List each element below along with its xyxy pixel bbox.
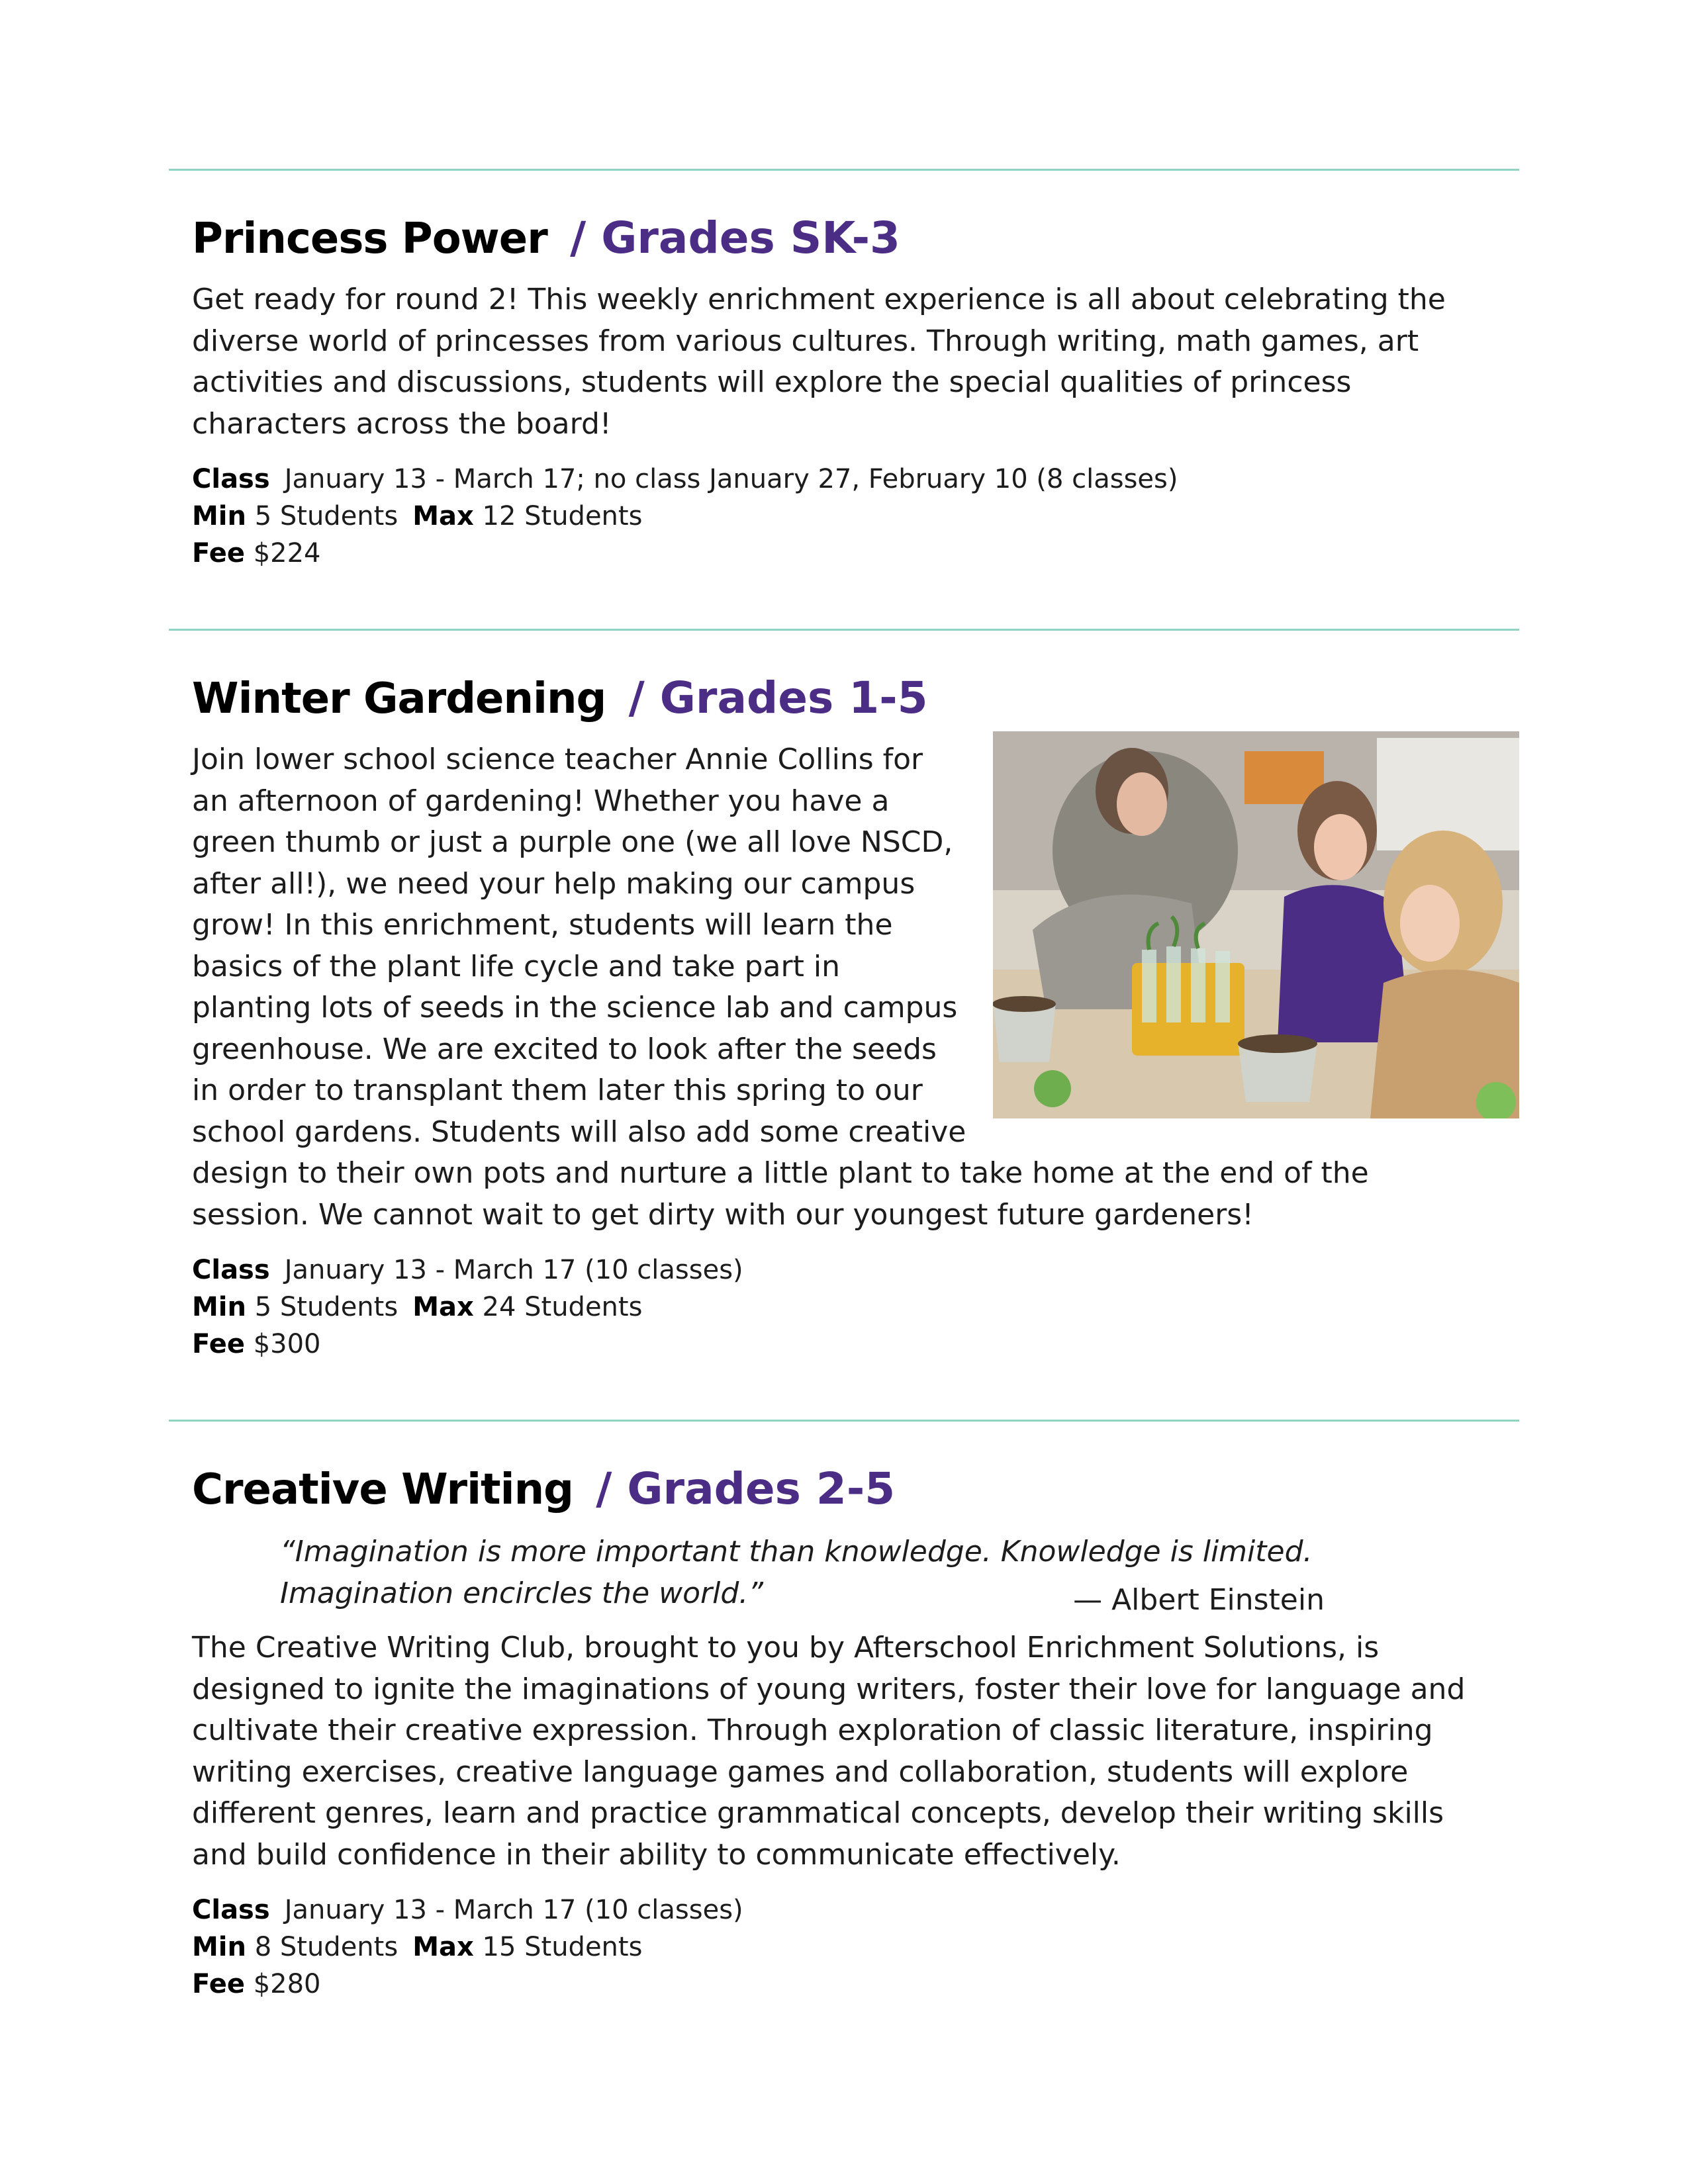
quote-author: — Albert Einstein <box>1073 1583 1325 1617</box>
course-grades: / Grades 1-5 <box>628 672 928 723</box>
einstein-quote <box>280 1531 1405 1617</box>
min-value: 8 Students <box>254 1932 399 1962</box>
class-dates: January 13 - March 17 (10 classes) <box>284 1255 743 1285</box>
course-heading <box>192 665 1483 731</box>
enrollment-row <box>192 498 1483 535</box>
course-heading <box>192 1456 1483 1522</box>
course-details <box>192 461 1483 572</box>
fee-label: Fee <box>192 1969 245 1999</box>
fee-row <box>192 1326 1483 1363</box>
section-divider <box>169 629 1519 631</box>
course-creative-writing <box>192 1456 1483 2003</box>
class-label: Class <box>192 1895 270 1925</box>
fee-value: $280 <box>253 1969 321 1999</box>
fee-label: Fee <box>192 538 245 569</box>
course-description: Get ready for round 2! This weekly enrichment experience is all about celebrating the diverse world of princesses from various cultures. Through writing, math games, art activities and discussions, students will explore the special qualities of princess characters across the board! <box>192 283 1446 441</box>
fee-value: $300 <box>253 1329 321 1359</box>
course-details <box>192 1891 1483 2003</box>
course-title: Princess Power <box>192 214 547 263</box>
section-divider <box>169 169 1519 171</box>
course-heading <box>192 205 1483 271</box>
max-label: Max <box>412 1292 474 1322</box>
fee-value: $224 <box>253 538 321 569</box>
class-dates: January 13 - March 17 (10 classes) <box>284 1895 743 1925</box>
min-value: 5 Students <box>254 1292 399 1322</box>
class-dates-row <box>192 1251 1483 1289</box>
quote-line-2: Imagination encircles the world.” <box>280 1576 764 1610</box>
min-label: Min <box>192 1932 246 1962</box>
class-label: Class <box>192 1255 270 1285</box>
course-title: Winter Gardening <box>192 674 606 723</box>
fee-row <box>192 1966 1483 2003</box>
min-label: Min <box>192 501 246 531</box>
gardening-photo <box>993 731 1519 1118</box>
section-divider <box>169 1420 1519 1422</box>
fee-label: Fee <box>192 1329 245 1359</box>
fee-row <box>192 535 1483 572</box>
max-value: 12 Students <box>482 501 643 531</box>
class-dates-row <box>192 461 1483 498</box>
quote-line-1: “Imagination is more important than knowledge. Knowledge is limited. <box>280 1535 1313 1569</box>
max-value: 15 Students <box>482 1932 643 1962</box>
course-description: Join lower school science teacher Annie Collins for an afternoon of gardening! Whether you have a green thumb or just a purple one (we all love NSCD, after all!), we need your help making our campus grow! In this enrichment, students will learn the basics of the plant life cycle and take part in planting lots of seeds in the science lab and campus greenhouse. We are excited to look after the seeds in order to transplant them later this spring to our school gardens. Students will also add some creative design to their own pots and nurture a little plant to take home at the end of the session. We cannot wait to get dirty with our youngest future gardeners! <box>192 743 1369 1232</box>
course-princess-power <box>192 205 1483 572</box>
course-title: Creative Writing <box>192 1465 573 1514</box>
class-dates: January 13 - March 17; no class January 27, February 10 (8 classes) <box>284 464 1178 494</box>
max-value: 24 Students <box>482 1292 643 1322</box>
class-dates-row <box>192 1891 1483 1929</box>
course-description: The Creative Writing Club, brought to you by Afterschool Enrichment Solutions, is designed to ignite the imaginations of young writers, foster their love for language and cultivate their creative expression. Through exploration of classic literature, inspiring writing exercises, creative language games and collaboration, students will explore different genres, learn and practice grammatical concepts, develop their writing skills and build confidence in their ability to communicate effectively. <box>192 1631 1466 1872</box>
course-details <box>192 1251 1483 1363</box>
course-winter-gardening <box>192 665 1483 1363</box>
class-label: Class <box>192 464 270 494</box>
course-grades: / Grades SK-3 <box>570 212 900 263</box>
enrollment-row <box>192 1289 1483 1326</box>
enrollment-row <box>192 1929 1483 1966</box>
course-grades: / Grades 2-5 <box>596 1463 896 1514</box>
max-label: Max <box>412 501 474 531</box>
min-value: 5 Students <box>254 501 399 531</box>
min-label: Min <box>192 1292 246 1322</box>
max-label: Max <box>412 1932 474 1962</box>
